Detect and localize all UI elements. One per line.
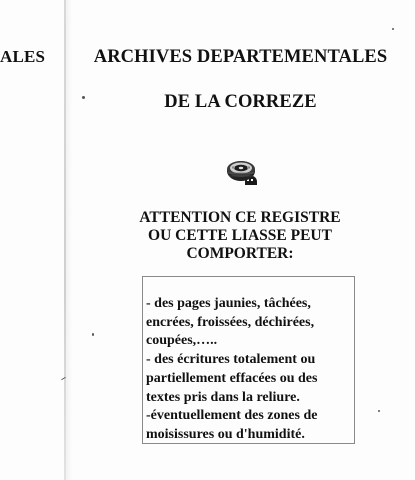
attention-line: ATTENTION CE REGISTRE <box>139 209 341 226</box>
notice-line: - des écritures totalement ou <box>146 352 316 368</box>
notice-text <box>146 295 356 445</box>
page-fold-shadow <box>66 0 72 480</box>
notice-line: partiellement effacées ou des <box>146 370 318 386</box>
notice-line: - des pages jaunies, tâchées, <box>146 296 311 311</box>
archive-subtitle: DE LA CORREZE <box>164 92 317 112</box>
archive-title: ARCHIVES DEPARTEMENTALES <box>93 47 388 67</box>
attention-line: COMPORTER: <box>186 245 294 262</box>
scan-speck <box>378 410 380 412</box>
film-reel-icon <box>223 155 263 187</box>
notice-line: moisissures ou d'humidité. <box>146 426 305 442</box>
notice-line: encrées, froissées, déchirées, <box>146 314 315 330</box>
scan-speck <box>92 333 94 336</box>
scan-speck <box>82 96 85 99</box>
scan-speck <box>392 28 394 30</box>
notice-line: textes pris dans la reliure. <box>146 389 300 405</box>
attention-heading <box>130 209 350 263</box>
notice-line: -éventuellement des zones de <box>146 408 318 424</box>
notice-line: coupées,….. <box>146 333 218 349</box>
left-page-fragment: ALES <box>0 47 46 66</box>
attention-line: OU CETTE LIASSE PEUT <box>148 227 332 244</box>
